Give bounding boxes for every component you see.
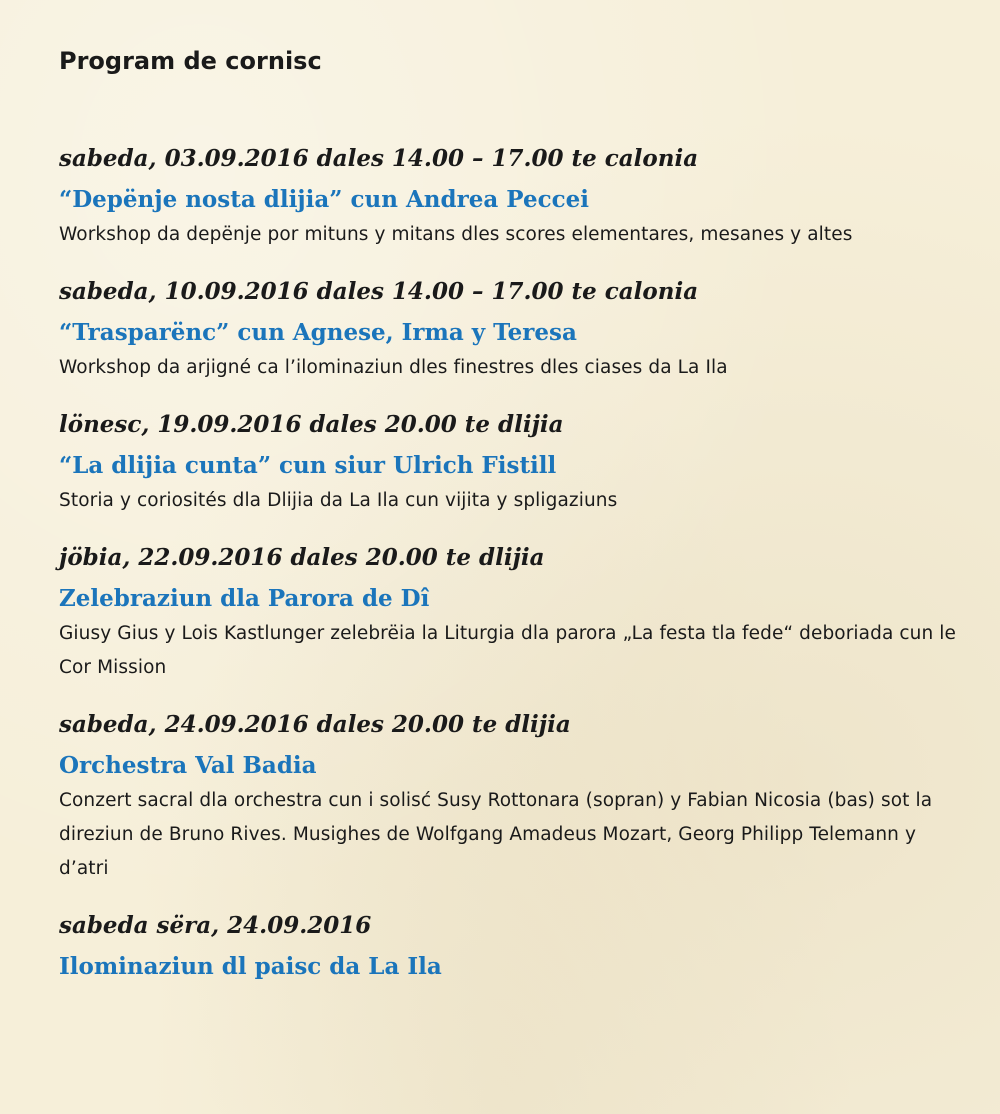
event-date: sabeda sëra, 24.09.2016 (59, 912, 372, 939)
event-entry (59, 541, 959, 685)
page-title: Program de cornisc (59, 47, 322, 75)
event-date: sabeda, 03.09.2016 dales 14.00 – 17.00 te calonia (59, 145, 699, 172)
event-title: “Depënje nosta dlijia” cun Andrea Peccei (59, 186, 589, 213)
event-date: sabeda, 10.09.2016 dales 14.00 – 17.00 te calonia (59, 278, 699, 305)
event-title: “Trasparënc” cun Agnese, Irma y Teresa (59, 319, 577, 346)
event-description: Conzert sacral dla orchestra cun i solisć Susy Rottonara (sopran) y Fabian Nicosia (bas) sot la direziun de Bruno Rives. Musighes de Wolfgang Amadeus Mozart, Georg Philipp Telemann y d’atri (59, 790, 933, 879)
event-description: Workshop da arjigné ca l’ilominaziun dles finestres dles ciases da La Ila (59, 357, 728, 378)
event-description: Giusy Gius y Lois Kastlunger zelebrëia la Liturgia dla parora „La festa tla fede“ deboriada cun le Cor Mission (59, 623, 956, 678)
program-document (59, 44, 959, 1005)
event-entry (59, 142, 959, 252)
event-date: jöbia, 22.09.2016 dales 20.00 te dlijia (59, 544, 545, 571)
event-title: Zelebraziun dla Parora de Dî (59, 585, 430, 612)
event-entry (59, 275, 959, 385)
event-description: Workshop da depënje por mituns y mitans dles scores elementares, mesanes y altes (59, 224, 853, 245)
event-entry (59, 408, 959, 518)
event-entry (59, 909, 959, 982)
event-title: Orchestra Val Badia (59, 752, 317, 779)
event-title: Ilominaziun dl paisc da La Ila (59, 953, 442, 980)
event-description: Storia y coriosités dla Dlijia da La Ila cun vijita y spligaziuns (59, 490, 618, 511)
event-entry (59, 708, 959, 886)
event-title: “La dlijia cunta” cun siur Ulrich Fistill (59, 452, 557, 479)
event-date: lönesc, 19.09.2016 dales 20.00 te dlijia (59, 411, 564, 438)
event-date: sabeda, 24.09.2016 dales 20.00 te dlijia (59, 711, 571, 738)
